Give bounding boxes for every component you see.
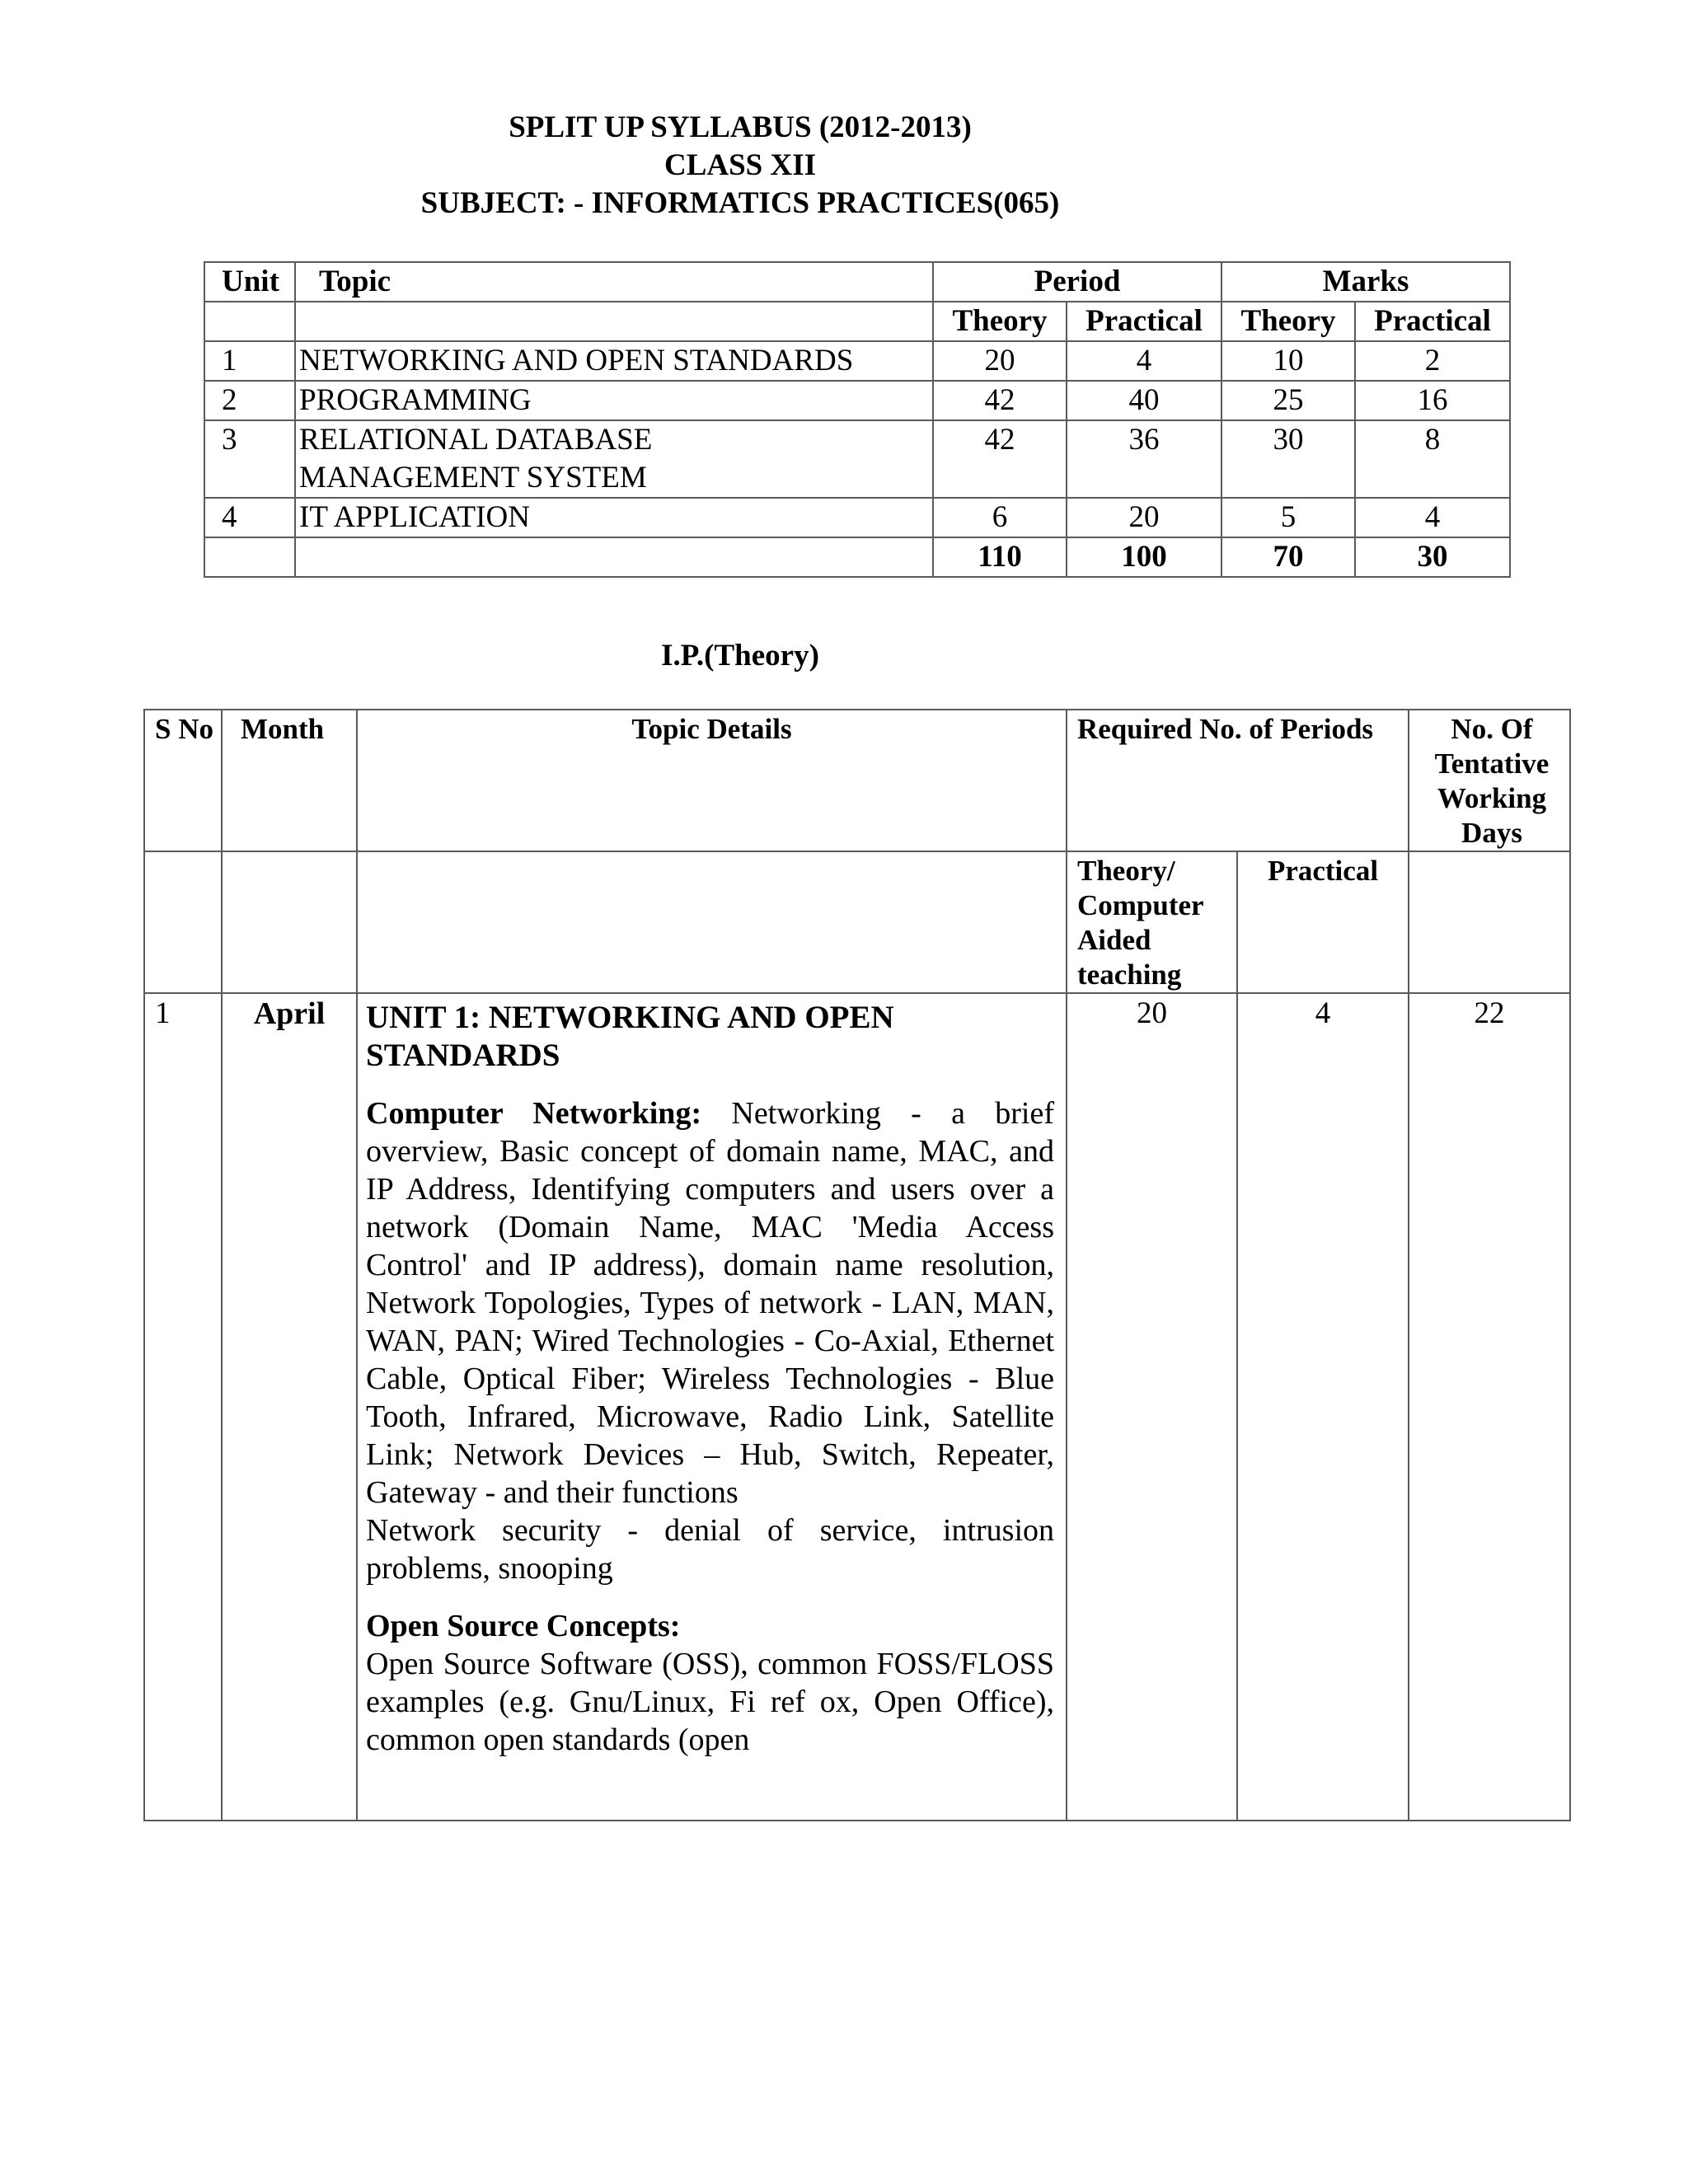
theory-cat-header: Theory/ Computer Aided teaching	[1067, 851, 1237, 993]
marks-practical-cell: 8	[1355, 420, 1510, 498]
marks-theory-header: Theory	[1221, 302, 1355, 341]
table-row	[204, 381, 1510, 420]
marks-practical-cell: 16	[1355, 381, 1510, 420]
document-header	[0, 109, 1480, 223]
ip-theory-title: I.P.(Theory)	[661, 639, 819, 673]
syllabus-title: SPLIT UP SYLLABUS (2012-2013)	[509, 110, 972, 144]
unit-cell: 1	[204, 341, 295, 381]
period-theory-cell: 6	[933, 498, 1067, 537]
marks-theory-cell: 10	[1221, 341, 1355, 381]
total-period-practical: 100	[1067, 537, 1221, 577]
period-practical-cell: 40	[1067, 381, 1221, 420]
period-theory-cell: 42	[933, 381, 1067, 420]
unit-cell: 2	[204, 381, 295, 420]
working-days-cell: 22	[1409, 993, 1570, 1821]
period-practical-cell: 4	[1067, 341, 1221, 381]
oss-text: Open Source Software (OSS), common FOSS/FLOSS examples (e.g. Gnu/Linux, Fi ref ox, Open Office), common open standards (open	[366, 1647, 1054, 1757]
period-theory-header: Theory	[933, 302, 1067, 341]
unit-title: UNIT 1: NETWORKING AND OPEN STANDARDS	[366, 1000, 894, 1073]
topic-cell: RELATIONAL DATABASE MANAGEMENT SYSTEM	[295, 420, 933, 498]
marks-practical-header: Practical	[1355, 302, 1510, 341]
period-practical-cell: 36	[1067, 420, 1221, 498]
summary-table	[204, 261, 1511, 578]
security-paragraph: Network security - denial of service, intrusion problems, snooping	[366, 1513, 1054, 1586]
topic-cell: PROGRAMMING	[295, 381, 933, 420]
subject-line: SUBJECT: - INFORMATICS PRACTICES(065)	[420, 186, 1060, 220]
empty-cell	[204, 537, 295, 577]
period-header: Period	[933, 262, 1221, 302]
detail-header-row	[144, 710, 1570, 851]
topic-cell: NETWORKING AND OPEN STANDARDS	[295, 341, 933, 381]
month-header: Month	[222, 710, 357, 851]
marks-theory-cell: 25	[1221, 381, 1355, 420]
spacer	[366, 1075, 1054, 1094]
month-cell: April	[222, 993, 357, 1821]
marks-theory-cell: 30	[1221, 420, 1355, 498]
sno-header	[144, 710, 222, 851]
empty-cell	[222, 851, 357, 993]
practical-periods-cell: 4	[1237, 993, 1409, 1821]
period-theory-cell: 20	[933, 341, 1067, 381]
unit-cell: 3	[204, 420, 295, 498]
totals-row	[204, 537, 1510, 577]
theory-periods-cell: 20	[1067, 993, 1237, 1821]
topic-details-header: Topic Details	[357, 710, 1067, 851]
sno-header-label: S No	[155, 713, 213, 745]
topic-details-cell	[357, 993, 1067, 1821]
networking-paragraph	[366, 1094, 1054, 1511]
unit-header: Unit	[204, 262, 295, 302]
empty-cell	[295, 537, 933, 577]
networking-text: Networking - a brief overview, Basic concept of domain name, MAC, and IP Address, Identifying computers and users over a network (Domain Name, MAC 'Media Access Control' and IP address), domain name resolution, Network Topologies, Types of network - LAN, MAN, WAN, PAN; Wired Technologies - Co-Axial, Ethernet Cable, Optical Fiber; Wireless Technologies - Blue Tooth, Infrared, Microwave, Radio Link, Satellite Link; Network Devices – Hub, Switch, Repeater, Gateway - and their functions	[366, 1096, 1054, 1510]
required-periods-header: Required No. of Periods	[1067, 710, 1409, 851]
spacer	[366, 1587, 1054, 1607]
oss-heading: Open Source Concepts:	[366, 1609, 681, 1643]
detail-subheader-row	[144, 851, 1570, 993]
period-practical-cell: 20	[1067, 498, 1221, 537]
table-row	[204, 341, 1510, 381]
summary-header-row	[204, 262, 1510, 302]
topic-header: Topic	[295, 262, 933, 302]
empty-cell	[144, 851, 222, 993]
table-row	[144, 993, 1570, 1821]
practical-header: Practical	[1237, 851, 1409, 993]
total-marks-practical: 30	[1355, 537, 1510, 577]
marks-header: Marks	[1221, 262, 1510, 302]
marks-theory-cell: 5	[1221, 498, 1355, 537]
networking-heading: Computer Networking:	[366, 1096, 702, 1131]
empty-cell	[357, 851, 1067, 993]
detail-table	[143, 709, 1571, 1821]
sno-cell: 1	[144, 993, 222, 1821]
marks-practical-cell: 2	[1355, 341, 1510, 381]
topic-cell: IT APPLICATION	[295, 498, 933, 537]
period-practical-header: Practical	[1067, 302, 1221, 341]
table-row	[204, 420, 1510, 498]
total-marks-theory: 70	[1221, 537, 1355, 577]
unit-cell: 4	[204, 498, 295, 537]
empty-cell	[295, 302, 933, 341]
class-line: CLASS XII	[663, 148, 817, 182]
marks-practical-cell: 4	[1355, 498, 1510, 537]
summary-subheader-row	[204, 302, 1510, 341]
total-period-theory: 110	[933, 537, 1067, 577]
period-theory-cell: 42	[933, 420, 1067, 498]
working-days-header: No. Of Tentative Working Days	[1409, 710, 1570, 851]
table-row	[204, 498, 1510, 537]
empty-cell	[204, 302, 295, 341]
empty-cell	[1409, 851, 1570, 993]
